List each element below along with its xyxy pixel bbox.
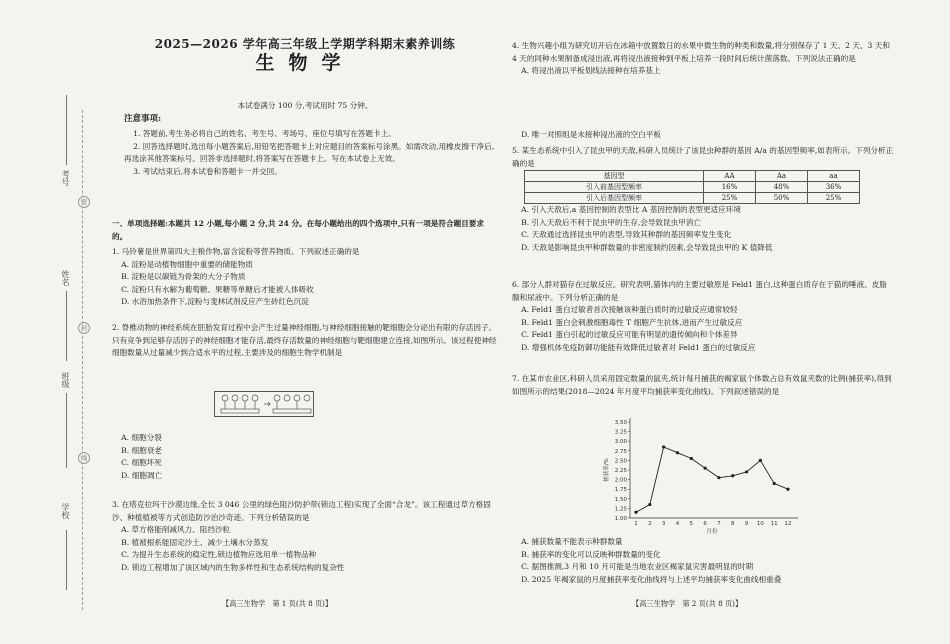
- x-tick-label: 3: [661, 521, 666, 527]
- question-stem: 1. 马铃薯是世界第四大主粮作物,富含淀粉等营养物质。下列叙述正确的是: [112, 247, 360, 256]
- notice-item: 1. 答题前,考生务必将自己的姓名、考生号、考场号、座位号填写在答题卡上。: [133, 129, 396, 138]
- arrow-icon: [264, 402, 270, 406]
- table-header-row: [525, 171, 860, 182]
- neuron-figure: [214, 391, 314, 417]
- question-7: [512, 373, 894, 398]
- option-d[interactable]: D. 水浴加热条件下,淀粉与斐林试剂反应产生砖红色沉淀: [121, 297, 309, 307]
- data-point: [676, 451, 679, 454]
- exam-number-blank[interactable]: [66, 95, 67, 165]
- question-4-option-d: [512, 129, 894, 142]
- notice-item: 3. 考试结束后,将本试卷和答题卡一并交回。: [133, 166, 282, 176]
- option-b[interactable]: B. 捕获率的变化可以反映种群数量的变化: [521, 549, 661, 559]
- y-tick-label: 1.50: [614, 496, 627, 503]
- x-tick-label: 9: [744, 521, 749, 527]
- name-label: 姓名: [61, 270, 70, 286]
- table-cell: 36%: [807, 182, 859, 193]
- question-4: [512, 40, 894, 78]
- option-a[interactable]: A. Feld1 蛋白过敏者首次接触该种蛋白质时的过敏反应通常较轻: [521, 305, 738, 315]
- option-c[interactable]: C. Feld1 蛋白引起的过敏反应可能有明显的遗传倾向和个体差异: [521, 330, 738, 340]
- table-header-cell: 基因型: [525, 171, 704, 182]
- table-header-cell: AA: [703, 171, 755, 182]
- option-c[interactable]: C. 为提升生态系统的稳定性,锁边植物应选用单一植物品种: [121, 550, 317, 560]
- seal-mark: 线: [78, 452, 90, 464]
- data-point: [717, 476, 720, 479]
- subject-title: 生物学: [255, 52, 355, 74]
- table-cell: 25%: [703, 193, 755, 204]
- question-2-options: [112, 432, 498, 482]
- question-6: [512, 279, 894, 355]
- seal-mark: 密: [78, 196, 90, 208]
- option-a[interactable]: A. 淀粉是动植物细胞中重要的储能物质: [121, 259, 253, 269]
- question-stem: 6. 部分人群对猫存在过敏反应。研究表明,猫体内的主要过敏原是 Feld1 蛋白,这种蛋白质存在于猫的唾液、皮脂腺和尿液中。下列分析正确的是: [512, 280, 887, 302]
- data-point: [703, 466, 706, 469]
- y-tick-label: 1.00: [614, 516, 627, 522]
- data-point: [786, 488, 789, 491]
- option-d[interactable]: D. 锁边工程增加了该区域内的生物多样性和生态系统结构的复杂性: [121, 562, 345, 572]
- left-column: [112, 0, 498, 644]
- class-label: 班级: [61, 372, 70, 388]
- option-c[interactable]: C. 据图推测,3 月和 10 月可能是当地农业区褐家鼠灾害最明显的时期: [521, 562, 754, 572]
- neuron-cell: [232, 395, 238, 401]
- binding-margin: [0, 0, 100, 644]
- x-tick-label: 11: [770, 521, 778, 527]
- y-tick-label: 1.25: [614, 506, 627, 513]
- question-stem: 7. 在某市农业区,科研人员采用固定数量的鼠夹,统计每月捕获的褐家鼠个体数占总有效鼠夹数的比例(捕获率),得到如图所示的结果(2018—2024 年月度平均捕获率变化曲线)。下列叙述错误的是: [512, 374, 892, 396]
- school-blank[interactable]: [66, 530, 67, 590]
- class-blank[interactable]: [66, 393, 67, 468]
- option-b[interactable]: B. 细胞衰老: [121, 445, 162, 455]
- x-tick-label: 1: [634, 521, 638, 527]
- option-a[interactable]: A. 引入天敌后,a 基因控制的表型比 A 基因控制的表型更适应环境: [521, 205, 741, 215]
- x-tick-label: 4: [675, 521, 680, 527]
- option-a[interactable]: A. 将浸出液以平板划线法接种在培养基上: [521, 66, 661, 76]
- option-d[interactable]: D. 增强机体免疫防御功能能有效降低过敏者对 Feld1 蛋白的过敏反应: [521, 342, 756, 352]
- y-tick-label: 3.25: [614, 429, 627, 436]
- option-a[interactable]: A. 细胞分裂: [121, 433, 162, 442]
- y-tick-label: 2.00: [614, 477, 627, 484]
- table-cell: 16%: [703, 182, 755, 193]
- table-header-cell: aa: [807, 171, 859, 182]
- right-column: [512, 0, 894, 644]
- data-point: [759, 459, 762, 462]
- option-c[interactable]: C. 淀粉只有水解为葡萄糖、果糖等单糖后才能被人体吸收: [121, 284, 314, 294]
- table-cell: 50%: [755, 193, 807, 204]
- y-tick-label: 3.00: [614, 439, 627, 446]
- notices: [124, 128, 498, 178]
- option-a[interactable]: A. 捕获数量不能表示种群数量: [521, 537, 623, 546]
- neuron-cell: [242, 395, 248, 401]
- neuron-cell: [222, 395, 228, 401]
- seal-dashed-line: [82, 110, 83, 610]
- page-footer-right: 【高三生物学 第 2 页(共 8 页)】: [632, 599, 743, 608]
- table-header-cell: Aa: [755, 171, 807, 182]
- option-a[interactable]: A. 草方格能削减风力、阻挡沙粒: [121, 525, 231, 535]
- notice-title: 注意事项:: [124, 114, 162, 124]
- neuron-cell: [252, 395, 258, 401]
- x-tick-label: 6: [703, 521, 707, 527]
- target-cells: [273, 409, 311, 413]
- option-d[interactable]: D. 天敌是影响昆虫甲种群数量的非密度制约因素,会导致昆虫甲的 K 值降低: [521, 242, 773, 252]
- y-tick-label: 1.75: [614, 487, 627, 494]
- x-axis-label: 月份: [706, 529, 718, 535]
- page-footer-left: 【高三生物学 第 1 页(共 8 页)】: [222, 599, 333, 608]
- neuron-cell: [304, 395, 310, 401]
- table-row: [525, 193, 860, 204]
- x-tick-label: 7: [717, 521, 721, 527]
- series-line: [636, 447, 788, 512]
- name-blank[interactable]: [66, 291, 67, 361]
- seal-mark: 封: [78, 322, 90, 334]
- y-tick-label: 2.25: [614, 468, 627, 474]
- x-tick-label: 8: [730, 521, 735, 527]
- question-stem: 5. 某生态系统中引入了昆虫甲的天敌,科研人员统计了该昆虫种群的基因 A/a 的基因型频率,如表所示。下列分析正确的是: [512, 146, 894, 168]
- x-tick-label: 5: [689, 521, 694, 527]
- data-point: [690, 457, 693, 460]
- option-b[interactable]: B. Feld1 蛋白会刺激细胞毒性 T 细胞产生抗体,进而产生过敏反应: [521, 317, 743, 327]
- data-point: [648, 503, 651, 506]
- option-b[interactable]: B. 植被根系能固定沙土、减少土壤水分蒸发: [121, 537, 269, 547]
- school-label: 学校: [61, 503, 70, 519]
- option-c[interactable]: C. 细胞坏死: [121, 458, 162, 468]
- y-tick-label: 3.50: [614, 420, 627, 426]
- question-stem: 2. 脊椎动物的神经系统在胚胎发育过程中会产生过量神经细胞,与神经细胞接触的靶细胞会分泌出有限的存活因子。只有竞争到足够存活因子的神经细胞才能存活,最终存活数量的神经细胞与靶细胞建立连接,如图所示。该过程使神经细胞数量从过量减少到合适水平的过程,主要涉及的细胞生物学机制是: [112, 323, 497, 358]
- option-d[interactable]: D. 细胞凋亡: [121, 470, 163, 480]
- x-tick-label: 10: [756, 521, 764, 527]
- table-cell: 引入后基因型频率: [525, 193, 704, 204]
- neuron-cell: [294, 395, 300, 401]
- exam-number-label: 考号: [61, 170, 70, 186]
- table-cell: 25%: [807, 193, 859, 204]
- x-tick-label: 12: [784, 521, 792, 527]
- question-stem: 4. 生物兴趣小组为研究切开后在冰箱中放置数日的水果中微生物的种类和数量,将分别保存了 1 天、2 天、3 天和 4 天的同种水果制备成浸出液,再将浸出液接种到平板上培养一段时间后统计菌落数。下列说法正确的是: [512, 41, 890, 63]
- exam-meta: 本试卷满分 100 分,考试用时 75 分钟。: [237, 101, 373, 110]
- option-d[interactable]: D. 2025 年褐家鼠的月度捕获率变化曲线将与上述平均捕获率变化曲线相重叠: [521, 574, 782, 584]
- neuron-cell: [274, 395, 280, 401]
- question-stem: 3. 在塔克拉玛干沙漠边缘,全长 3 046 公里的绿色阻沙防护带(锁边工程)实现了全面“合龙”。该工程通过草方格固沙、种植植被等方式创造防沙治沙奇迹。下列分析错误的是: [112, 500, 491, 522]
- exam-title: 2025—2026 学年高三年级上学期学科期末素养训练: [154, 37, 456, 51]
- target-cells: [221, 409, 259, 413]
- y-axis-label: 捕获率/%: [604, 458, 610, 482]
- table-cell: 48%: [755, 182, 807, 193]
- section-heading: 一、单项选择题:本题共 12 小题,每小题 2 分,共 24 分。在每小题给出的四个选项中,只有一项是符合题目要求的。: [112, 219, 484, 241]
- notice-item: 2. 回答选择题时,选出每小题答案后,用铅笔把答题卡上对应题目的答案标号涂黑。如需改动,用橡皮擦干净后,再选涂其他答案标号。回答非选择题时,将答案写在答题卡上。写在本试卷上无效。: [124, 141, 495, 164]
- data-point: [634, 511, 637, 514]
- option-b[interactable]: B. 引入天敌后不利于昆虫甲的生存,会导致昆虫甲消亡: [521, 217, 701, 227]
- table-cell: 引入前基因型频率: [525, 182, 704, 193]
- data-point: [773, 482, 776, 485]
- question-5: [512, 145, 894, 255]
- genotype-table: [524, 170, 860, 204]
- data-point: [745, 470, 748, 473]
- capture-rate-chart: [598, 414, 810, 536]
- question-1: [112, 246, 498, 309]
- neuron-cell: [284, 395, 290, 401]
- option-b[interactable]: B. 淀粉是以碳链为骨架的大分子物质: [121, 272, 246, 282]
- y-tick-label: 2.50: [614, 458, 627, 465]
- x-tick-label: 2: [648, 521, 652, 527]
- y-tick-label: 2.75: [614, 448, 627, 455]
- data-point: [662, 445, 665, 448]
- option-c[interactable]: C. 天敌通过选择昆虫甲的表型,导致其种群的基因频率发生变化: [521, 230, 732, 240]
- data-point: [731, 474, 734, 477]
- question-3: [112, 499, 498, 575]
- table-row: [525, 182, 860, 193]
- question-7-options: [512, 536, 894, 586]
- question-2: [112, 322, 498, 360]
- option-d[interactable]: D. 唯一对照组是未接种浸出液的空白平板: [521, 130, 661, 139]
